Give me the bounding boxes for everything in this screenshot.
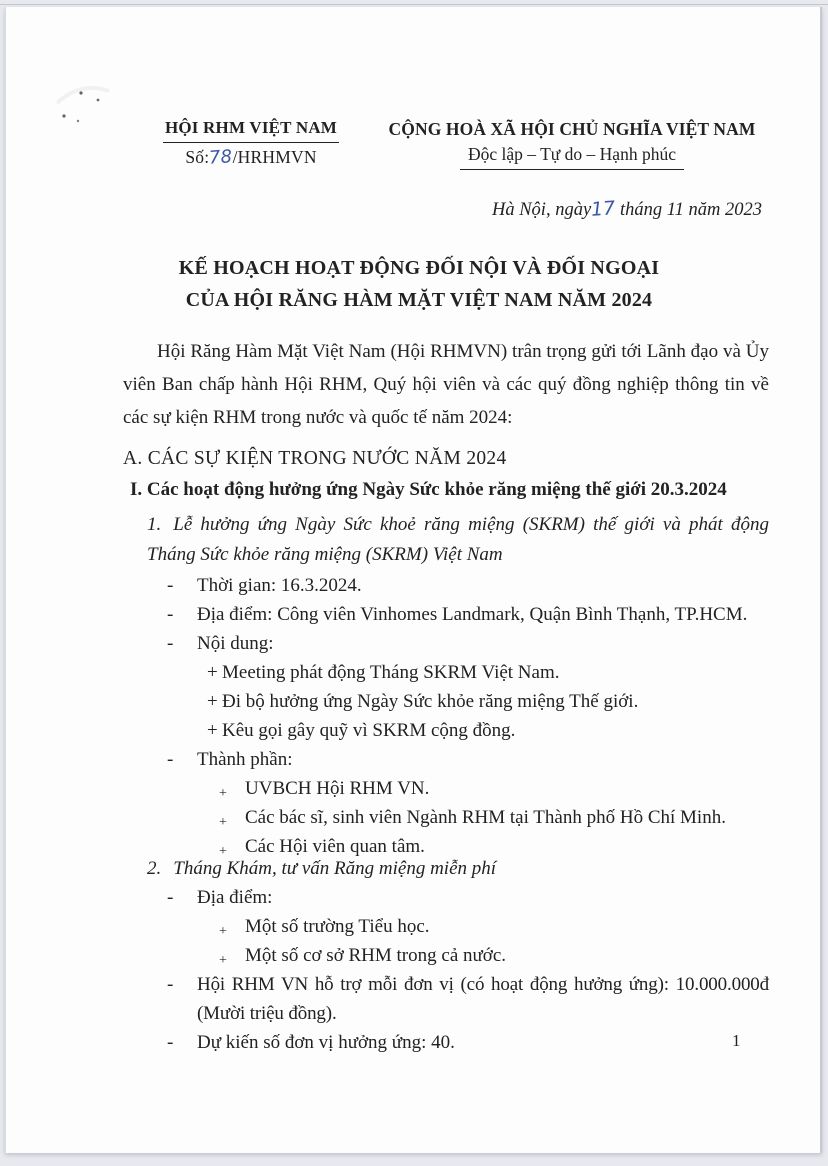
list-item xyxy=(123,912,769,941)
bullet-marker: + xyxy=(219,844,227,859)
list-item xyxy=(123,716,769,745)
item-title: Lễ hưởng ứng Ngày Sức khoẻ răng miệng (SKRM) thế giới và phát động Tháng Sức khỏe răng miệng (SKRM) Việt Nam xyxy=(147,514,769,565)
numbered-item-1 xyxy=(147,510,769,570)
list-item-text: Một số trường Tiểu học. xyxy=(245,916,430,937)
national-title: CỘNG HOÀ XÃ HỘI CHỦ NGHĨA VIỆT NAM xyxy=(388,119,756,139)
bullet-marker: + xyxy=(219,815,227,830)
doc-no-prefix: Số: xyxy=(185,147,210,167)
list-item xyxy=(123,803,769,832)
bullet-marker: - xyxy=(167,974,174,995)
numbered-item-2 xyxy=(147,854,496,884)
document-title xyxy=(12,252,826,316)
list-item-text: Thành phần: xyxy=(197,749,293,770)
bullet-marker: - xyxy=(167,887,174,908)
item-number: 2. xyxy=(147,858,162,879)
title-line-1: KẾ HOẠCH HOẠT ĐỘNG ĐỐI NỘI VÀ ĐỐI NGOẠI xyxy=(178,257,660,279)
list-item xyxy=(123,774,769,803)
national-header-block xyxy=(368,117,776,170)
bullet-marker: + xyxy=(207,662,218,683)
list-item-text: Địa điểm: xyxy=(197,887,273,908)
list-item-text: Địa điểm: Công viên Vinhomes Landmark, Quận Bình Thạnh, TP.HCM. xyxy=(197,604,748,625)
list-item xyxy=(123,687,769,716)
item-title: Tháng Khám, tư vấn Răng miệng miễn phí xyxy=(173,858,497,879)
list-item xyxy=(123,629,769,658)
list-item-text: Meeting phát động Tháng SKRM Việt Nam. xyxy=(222,662,560,683)
section-i-heading: I. Các hoạt động hưởng ứng Ngày Sức khỏe răng miệng thế giới 20.3.2024 xyxy=(130,479,727,500)
list-item-text: Một số cơ sở RHM trong cả nước. xyxy=(245,945,507,966)
intro-paragraph: Hội Răng Hàm Mặt Việt Nam (Hội RHMVN) trân trọng gửi tới Lãnh đạo và Ủy viên Ban chấp hành Hội RHM, Quý hội viên và các quý đồng nghiệp thông tin về các sự kiện RHM trong nước và quốc tế năm 2024: xyxy=(123,341,769,428)
list-item xyxy=(123,941,769,970)
date-prefix: Hà Nội, ngày xyxy=(491,200,592,220)
pen-scribble xyxy=(51,69,135,131)
list-item xyxy=(123,883,769,912)
doc-no-handwritten: 78 xyxy=(208,146,234,169)
item-number: 1. xyxy=(147,514,162,535)
list-item-text: Các Hội viên quan tâm. xyxy=(245,836,425,857)
list-item xyxy=(123,970,769,1028)
bullet-marker: + xyxy=(207,720,218,741)
list-item-text: Dự kiến số đơn vị hưởng ứng: 40. xyxy=(197,1032,455,1053)
title-line-2: CỦA HỘI RĂNG HÀM MẶT VIỆT NAM NĂM 2024 xyxy=(185,289,653,311)
list-item-text: Đi bộ hưởng ứng Ngày Sức khỏe răng miệng Thế giới. xyxy=(222,691,639,712)
bullet-marker: + xyxy=(219,953,227,968)
item-1-details xyxy=(123,571,769,861)
list-item-text: UVBCH Hội RHM VN. xyxy=(245,778,430,799)
doc-no-suffix: /HRHMVN xyxy=(232,147,317,167)
list-item xyxy=(123,1028,769,1057)
date-day-handwritten: 17 xyxy=(590,197,617,221)
list-item-text: Hội RHM VN hỗ trợ mỗi đơn vị (có hoạt động hưởng ứng): 10.000.000đ (Mười triệu đồng). xyxy=(197,974,769,1024)
document-page xyxy=(5,7,822,1153)
date-suffix: tháng 11 năm 2023 xyxy=(615,200,762,220)
section-a-heading: A. CÁC SỰ KIỆN TRONG NƯỚC NĂM 2024 xyxy=(123,448,507,469)
list-item-text: Kêu gọi gây quỹ vì SKRM cộng đồng. xyxy=(222,720,516,741)
page-number: 1 xyxy=(732,1031,741,1050)
list-item-text: Các bác sĩ, sinh viên Ngành RHM tại Thành phố Hồ Chí Minh. xyxy=(245,807,726,828)
list-item xyxy=(123,745,769,774)
list-item xyxy=(123,658,769,687)
list-item-text: Nội dung: xyxy=(197,633,274,654)
national-motto: Độc lập – Tự do – Hạnh phúc xyxy=(460,144,684,170)
bullet-marker: - xyxy=(167,575,174,596)
bullet-marker: - xyxy=(167,1032,174,1053)
item-2-details xyxy=(123,883,769,1057)
bullet-marker: + xyxy=(207,691,218,712)
list-item-text: Thời gian: 16.3.2024. xyxy=(197,575,362,596)
list-item xyxy=(123,571,769,600)
date-line xyxy=(6,198,762,221)
list-item xyxy=(123,600,769,629)
bullet-marker: - xyxy=(167,633,174,654)
bullet-marker: + xyxy=(219,786,227,801)
issuer-block xyxy=(136,117,366,168)
org-name: HỘI RHM VIỆT NAM xyxy=(163,117,339,143)
document-number xyxy=(136,147,366,168)
bullet-marker: - xyxy=(167,749,174,770)
bullet-marker: - xyxy=(167,604,174,625)
bullet-marker: + xyxy=(219,924,227,939)
